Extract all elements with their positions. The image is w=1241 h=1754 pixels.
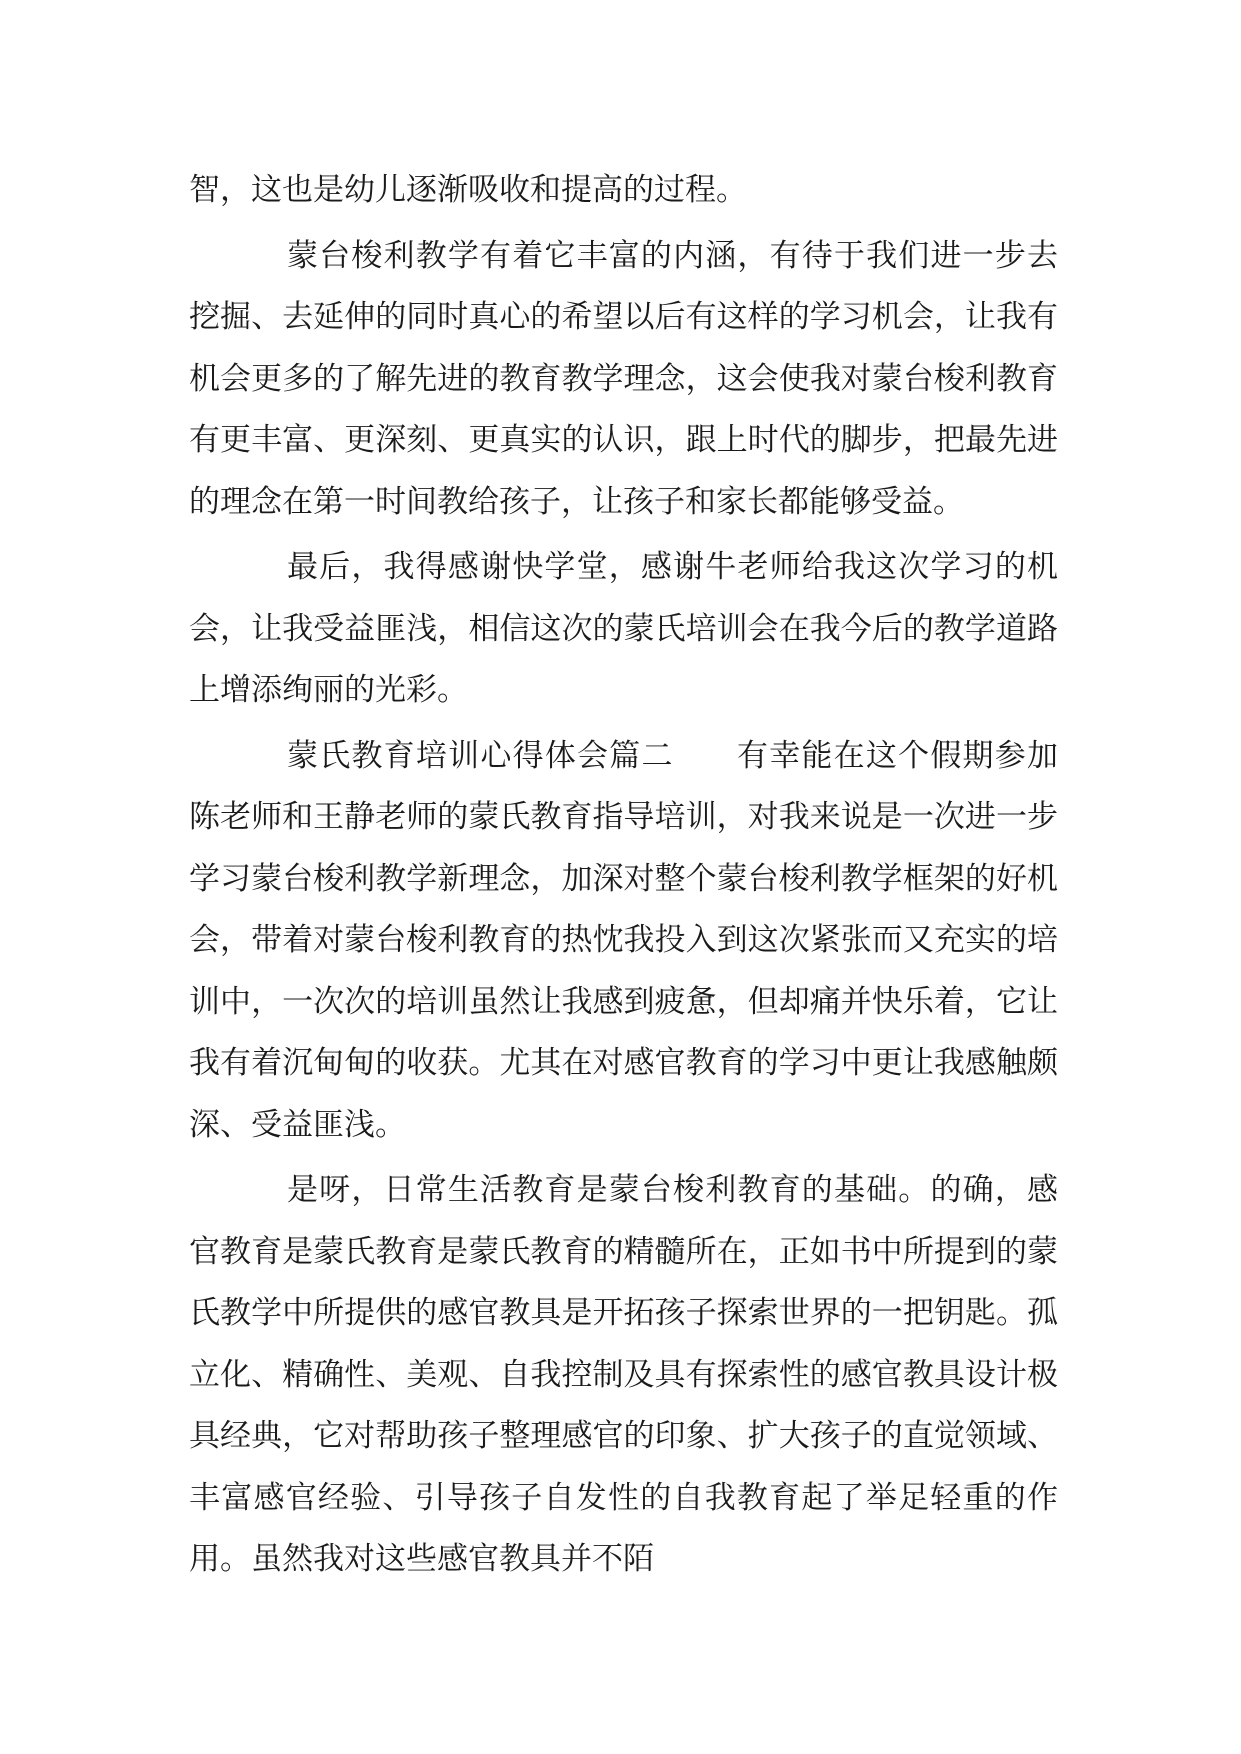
section-heading: 蒙氏教育培训心得体会篇二 [287, 737, 674, 774]
paragraph-5: 是呀，日常生活教育是蒙台梭利教育的基础。的确，感官教育是蒙氏教育是蒙氏教育的精髓所在，正如书中所提到的蒙氏教学中所提供的感官教具是开拓孩子探索世界的一把钥匙。孤立化、精确性、美观、自我控制及具有探索性的感官教具设计极具经典，它对帮助孩子整理感官的印象、扩大孩子的直觉领域、丰富感官经验、引导孩子自发性的自我教育起了举足轻重的作用。虽然我对这些感官教具并不陌 [189, 1172, 1058, 1577]
paragraph-1: 智，这也是幼儿逐渐吸收和提高的过程。 [189, 172, 747, 208]
paragraph-4 [189, 726, 1058, 1157]
document-body [189, 160, 1058, 1595]
paragraph-4-text: 有幸能在这个假期参加陈老师和王静老师的蒙氏教育指导培训，对我来说是一次进一步学习蒙台梭利教学新理念，加深对整个蒙台梭利教学框架的好机会，带着对蒙台梭利教育的热忱我投入到这次紧张而又充实的培训中，一次次的培训虽然让我感到疲惫，但却痛并快乐着，它让我有着沉甸甸的收获。尤其在对感官教育的学习中更让我感触颇深、受益匪浅。 [189, 737, 1059, 1143]
paragraph-3: 最后，我得感谢快学堂，感谢牛老师给我这次学习的机会，让我受益匪浅，相信这次的蒙氏培训会在我今后的教学道路上增添绚丽的光彩。 [189, 549, 1058, 708]
paragraph-2: 蒙台梭利教学有着它丰富的内涵，有待于我们进一步去挖掘、去延伸的同时真心的希望以后有这样的学习机会，让我有机会更多的了解先进的教育教学理念，这会使我对蒙台梭利教育有更丰富、更深刻、更真实的认识，跟上时代的脚步，把最先进的理念在第一时间教给孩子，让孩子和家长都能够受益。 [189, 237, 1058, 520]
